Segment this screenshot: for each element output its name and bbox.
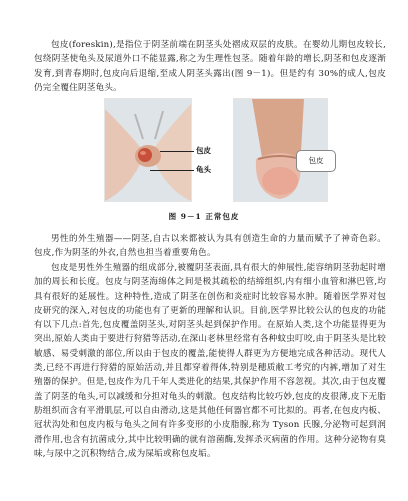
label-glans: 龟头: [196, 165, 211, 174]
leader-line-glans: [150, 170, 194, 171]
figure-caption: 图 9－1 正常包皮: [168, 212, 240, 221]
intro-paragraph: 包皮(foreskin),是指位于阴茎前端在阴茎头处褶成双层的皮肤。在婴幼儿期包皮较长,包绕阴茎使龟头及尿道外口不能显露,称之为生理性包茎。随着年龄的增长,阴茎和包皮逐渐发育,到青春期时,包皮向后退缩,至成人阴茎头露出(图 9－1)。但是约有 30%的成人,包皮仍完全覆住阴茎龟头。: [34, 40, 386, 93]
child-anatomy-illustration: [105, 99, 191, 201]
label-foreskin: 包皮: [196, 146, 211, 155]
figure-photo-child: [104, 98, 192, 202]
callout-foreskin: 包皮: [296, 150, 336, 172]
leader-line-foreskin: [160, 151, 194, 152]
body-paragraph-1: 男性的外生殖器——阴茎,自古以来都被认为具有创造生命的力量而赋予了神奇色彩。包皮,作为阴茎的外衣,自然也担当着重要角色。: [34, 234, 386, 259]
body-paragraph-2: 包皮是男性外生殖器的组成部分,被覆阴茎表面,具有很大的伸展性,能容纳阴茎勃起时增加的周长和长度。包皮与阴茎海绵体之间是极其疏松的结缔组织,内有细小血管和淋巴管,均具有很好的延展性。这种特性,造成了阴茎在创伤和炎症时比较容易水肿。随着医学界对包皮研究的深入,对包皮的功能也有了更新的理解和认识。目前,医学界比较公认的包皮的功能有以下几点:首先,包皮覆盖阴茎头,对阴茎头起到保护作用。在原始人类,这个功能显得更为突出,原始人类由于要进行狩猎等活动,在深山老林里经常有各种蚊虫叮咬,由于阴茎头是比较敏感、易受刺激的部位,所以由于包皮的覆盖,能使得人群更为方便地完成各种活动。现代人类,已经不再进行狩猎的原始活动,并且都穿着得体,特别是穗质敝工考究的内裤,增加了对生殖器的保护。但是,包皮作为几千年人类进化的结果,其保护作用不容忽视。其次,由于包皮覆盖了阴茎的龟头,可以减缓和分担对龟头的刺激。包皮结构比较巧妙,包皮的皮很薄,皮下无脂肪组织而含有平滑肌层,可以自由滑动,这是其他任何器官都不可比拟的。再者,在包皮内板、冠状沟处和包皮内板与龟头之间有许多变形的小皮脂腺,称为 Tyson 氏腺,分泌物可起到润滑作用,也含有抗菌成分,其中比较明确的就有溶菌酶,发挥杀灭病菌的作用。这种分泌物有臭味,与尿中之沉积物结合,成为屎垢或称包皮垢。: [34, 263, 386, 459]
